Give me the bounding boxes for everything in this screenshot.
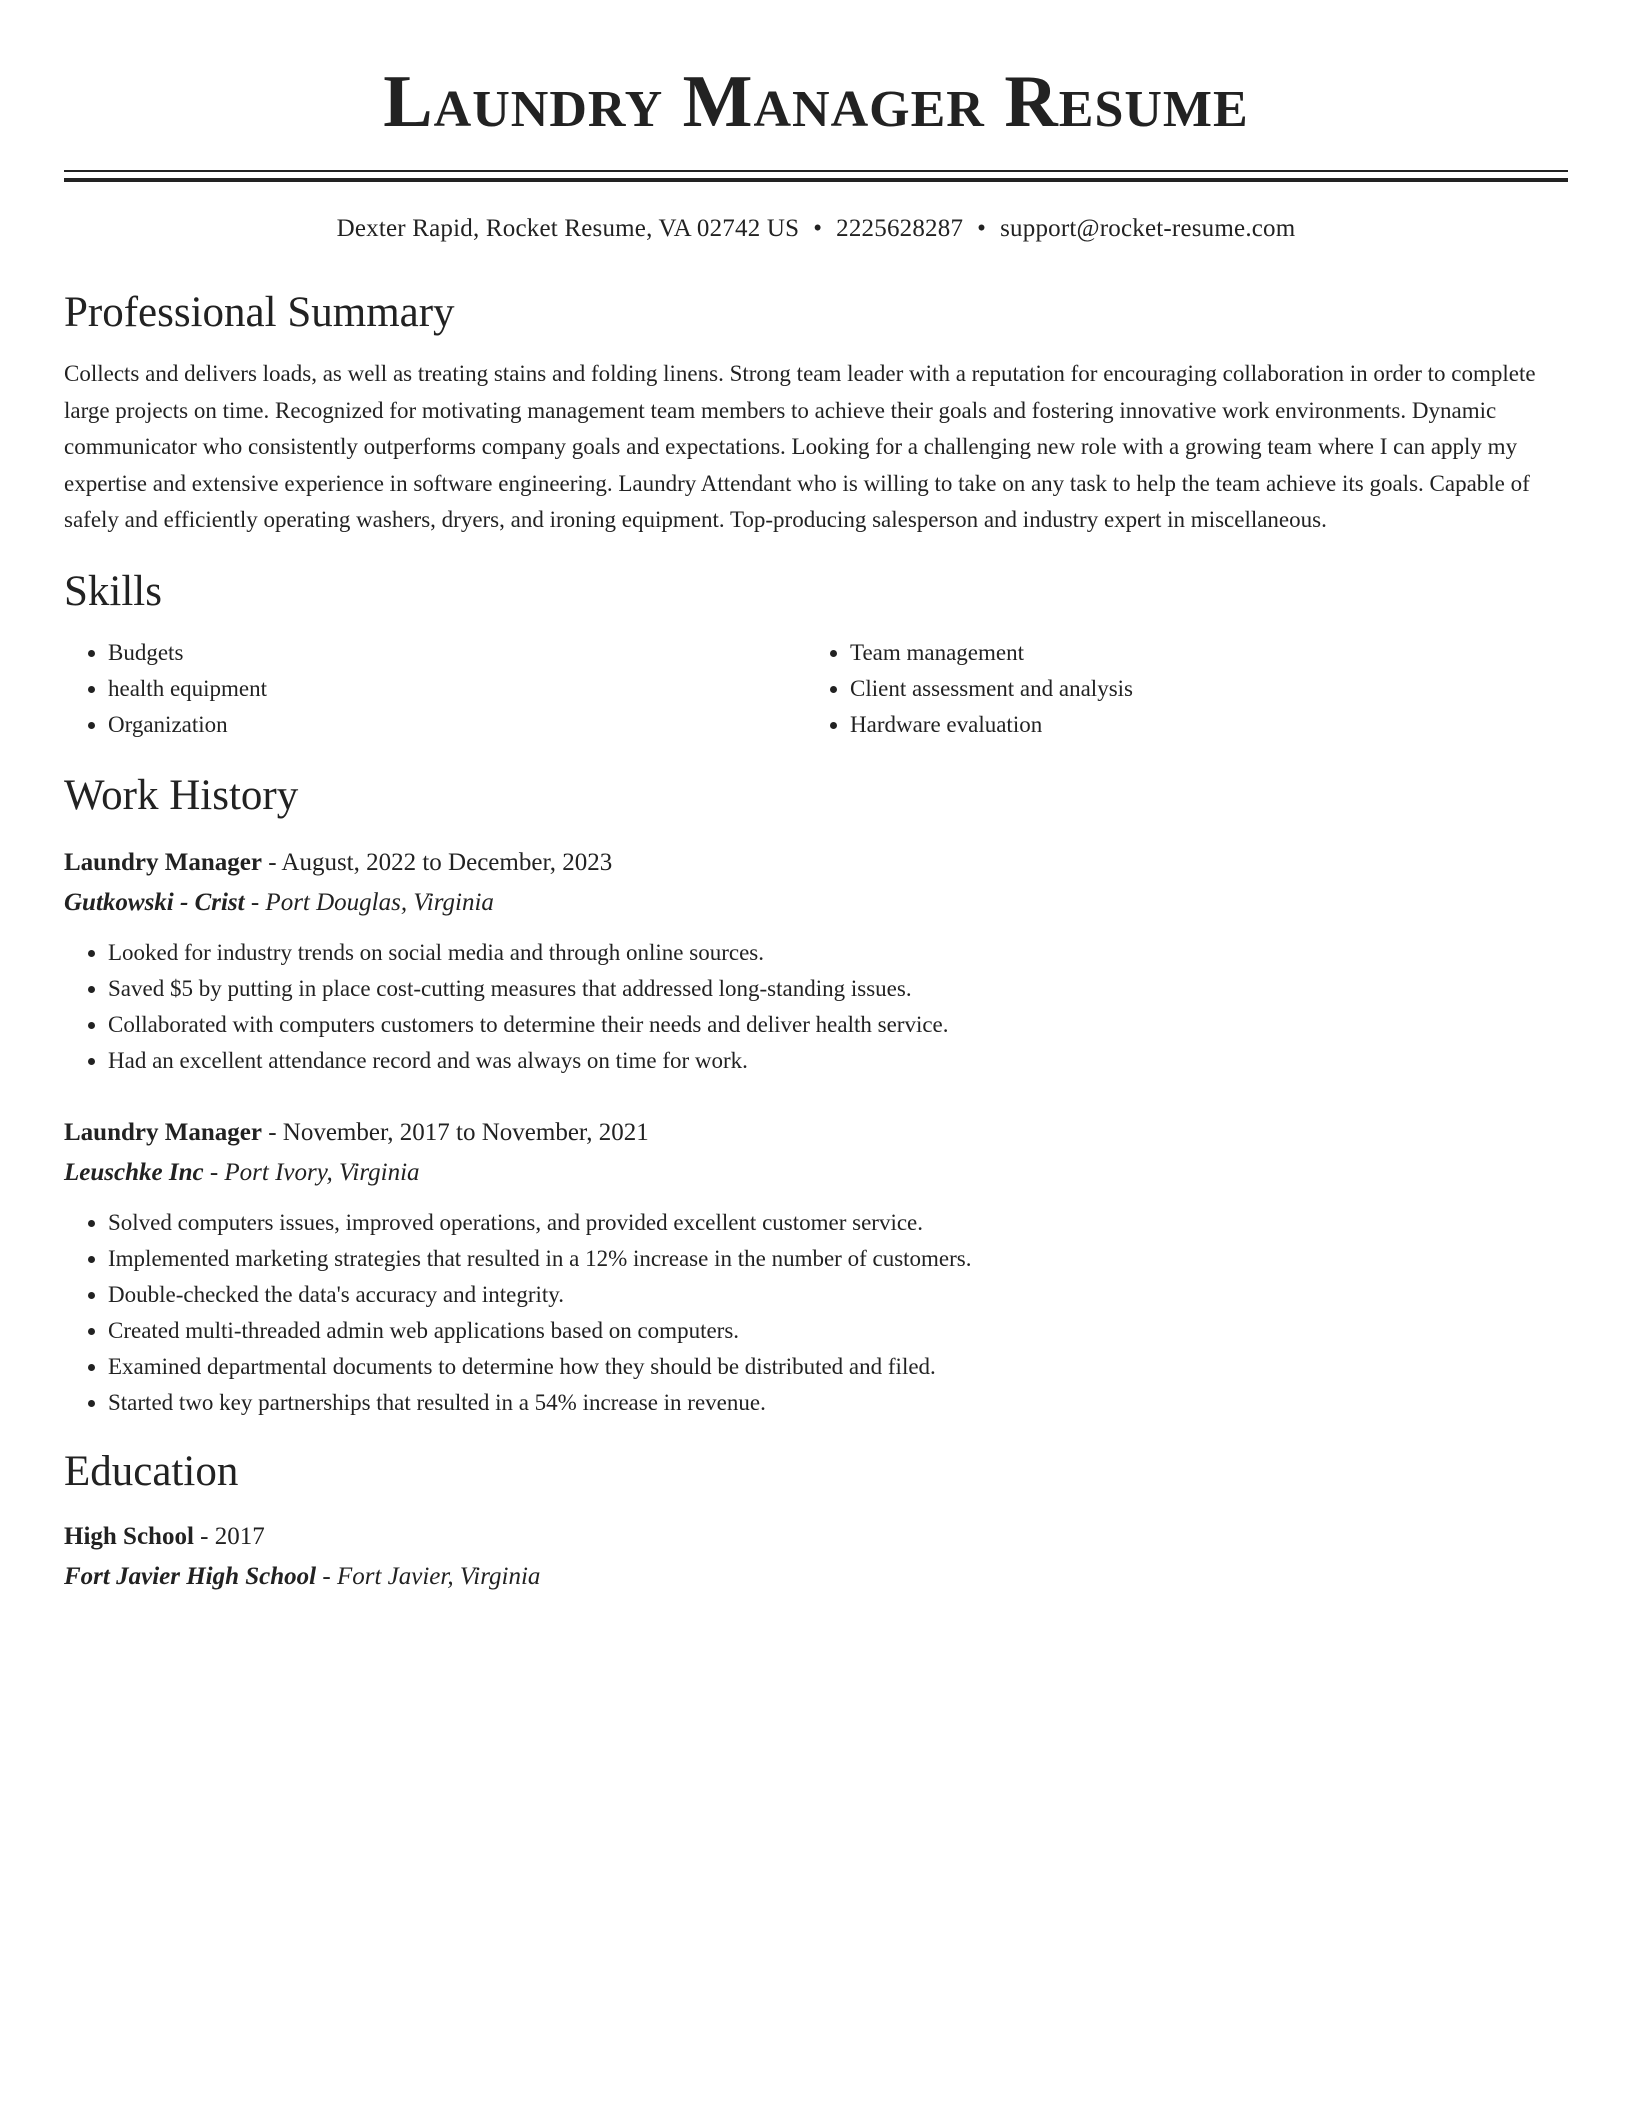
education-degree: High School <box>64 1522 194 1550</box>
job-employer <box>64 1153 1568 1193</box>
skill-item: • Organization <box>108 707 806 743</box>
job-dates: - August, 2022 to December, 2023 <box>261 848 613 876</box>
job-title: Laundry Manager <box>64 848 262 876</box>
job-bullets <box>64 1205 1568 1421</box>
job-bullet: • Had an excellent attendance record and was always on time for work. <box>108 1043 1568 1079</box>
job-company: Leuschke Inc <box>64 1158 204 1186</box>
education-school-line <box>64 1557 1568 1597</box>
skills-list <box>64 635 1568 743</box>
skill-item: • health equipment <box>108 671 806 707</box>
bullet-separator: • <box>977 215 987 242</box>
contact-email: support@rocket-resume.com <box>1000 215 1296 242</box>
job-location: - Port Douglas, Virginia <box>244 888 494 916</box>
job-header <box>64 843 1568 883</box>
summary-heading: Professional Summary <box>64 289 455 336</box>
job-bullet: • Looked for industry trends on social media and through online sources. <box>108 935 1568 971</box>
skills-column-left <box>64 635 806 743</box>
job-entry <box>64 843 1568 1079</box>
contact-line <box>64 212 1568 246</box>
title-rule-thin <box>64 170 1568 172</box>
job-employer <box>64 883 1568 923</box>
education-entry <box>64 1517 1568 1597</box>
job-bullet: • Saved $5 by putting in place cost-cutting measures that addressed long-standing issues. <box>108 971 1568 1007</box>
job-bullet: • Implemented marketing strategies that resulted in a 12% increase in the number of customers. <box>108 1241 1568 1277</box>
education-heading: Education <box>64 1447 239 1495</box>
job-bullet: • Solved computers issues, improved operations, and provided excellent customer service. <box>108 1205 1568 1241</box>
job-location: - Port Ivory, Virginia <box>203 1158 420 1186</box>
job-title: Laundry Manager <box>64 1118 262 1146</box>
education-year: - 2017 <box>193 1522 265 1550</box>
resume-title: Laundry Manager Resume <box>383 61 1249 143</box>
job-bullet: • Created multi-threaded admin web applications based on computers. <box>108 1313 1568 1349</box>
job-bullet: • Collaborated with computers customers to determine their needs and deliver health service. <box>108 1007 1568 1043</box>
skills-heading: Skills <box>64 567 162 615</box>
skill-item: • Budgets <box>108 635 806 671</box>
job-bullet: • Examined departmental documents to determine how they should be distributed and filed. <box>108 1349 1568 1385</box>
job-bullet: • Double-checked the data's accuracy and integrity. <box>108 1277 1568 1313</box>
education-location: - Fort Javier, Virginia <box>316 1562 541 1590</box>
education-school: Fort Javier High School <box>64 1562 317 1590</box>
skill-item: • Hardware evaluation <box>850 707 1548 743</box>
job-bullet: • Started two key partnerships that resulted in a 54% increase in revenue. <box>108 1385 1568 1421</box>
skills-column-right <box>806 635 1548 743</box>
work-history-heading: Work History <box>64 771 299 819</box>
job-entry <box>64 1113 1568 1421</box>
job-bullets <box>64 935 1568 1079</box>
skill-item: • Team management <box>850 635 1548 671</box>
job-dates: - November, 2017 to November, 2021 <box>261 1118 649 1146</box>
skill-item: • Client assessment and analysis <box>850 671 1548 707</box>
bullet-separator: • <box>813 215 823 242</box>
contact-address: Dexter Rapid, Rocket Resume, VA 02742 US <box>336 215 800 242</box>
title-rule-thick <box>64 178 1568 182</box>
resume-page <box>64 0 1568 1597</box>
education-header <box>64 1517 1568 1557</box>
job-header <box>64 1113 1568 1153</box>
contact-phone: 2225628287 <box>836 215 964 242</box>
summary-text: Collects and delivers loads, as well as treating stains and folding linens. Strong team leader with a reputation for encouraging collaboration in order to complete large projects on time. Recognized for motivating management team members to achieve their goals and fostering innovative work environments. Dynamic communicator who consistently outperforms company goals and expectations. Looking for a challenging new role with a growing team where I can apply my expertise and extensive experience in software engineering. Laundry Attendant who is willing to take on any task to help the team achieve its goals. Capable of safely and efficiently operating washers, dryers, and ironing equipment. Top-producing salesperson and industry expert in miscellaneous. <box>64 361 1536 532</box>
job-company: Gutkowski - Crist <box>64 888 245 916</box>
